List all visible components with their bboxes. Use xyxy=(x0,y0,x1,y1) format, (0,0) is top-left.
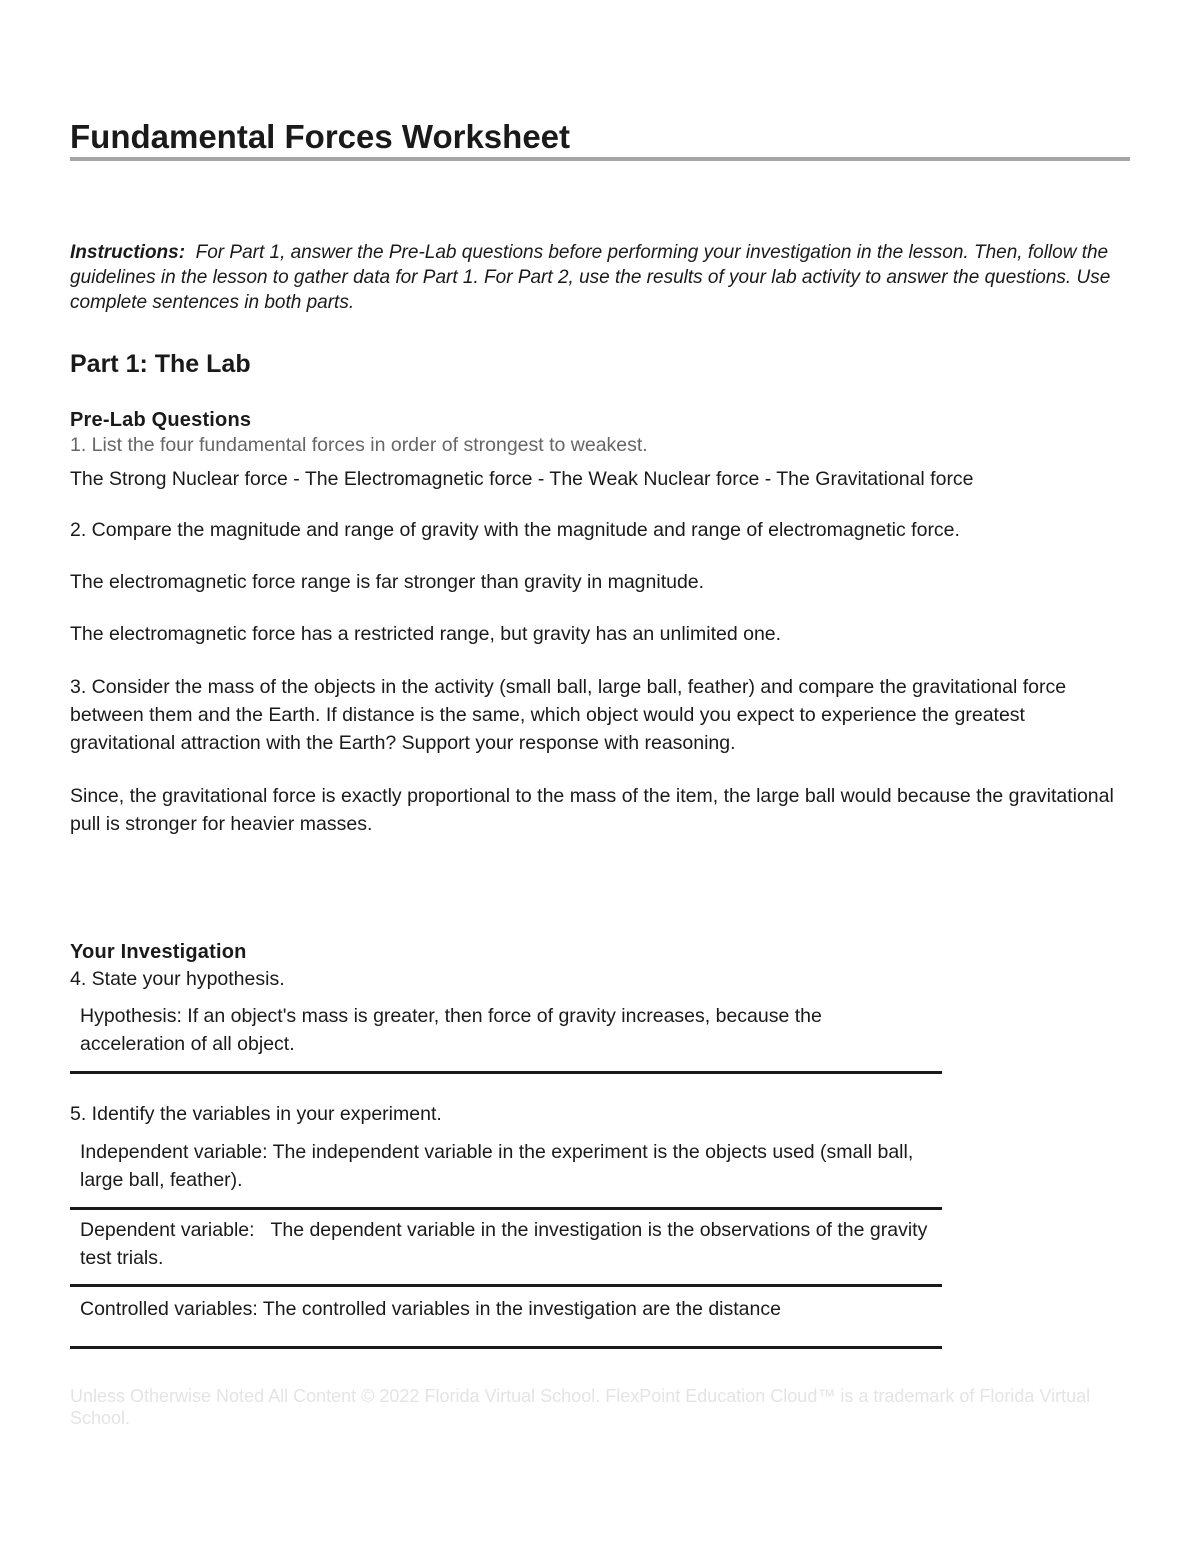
dependent-variable-row xyxy=(70,1216,942,1287)
independent-variable-row xyxy=(70,1138,942,1210)
prelab-heading: Pre-Lab Questions xyxy=(70,409,252,431)
question-1: 1. List the four fundamental forces in order of strongest to weakest. xyxy=(70,434,648,456)
instructions xyxy=(70,240,1130,315)
answer-2-line-1: The electromagnetic force range is far stronger than gravity in magnitude. xyxy=(70,571,705,593)
answer-2-line-2: The electromagnetic force has a restricted range, but gravity has an unlimited one. xyxy=(70,623,782,645)
question-4: 4. State your hypothesis. xyxy=(70,968,285,990)
investigation-heading: Your Investigation xyxy=(70,941,247,963)
independent-variable-answer: Independent variable: The independent variable in the experiment is the objects used (small ball, large ball, feather). xyxy=(80,1141,914,1191)
answer-3: Since, the gravitational force is exactly proportional to the mass of the item, the large ball would because the gravitational pull is stronger for heavier masses. xyxy=(70,785,1114,835)
question-3: 3. Consider the mass of the objects in the activity (small ball, large ball, feather) and compare the gravitational force between them and the Earth. If distance is the same, which object would you expect to experience the greatest gravitational attraction with the Earth? Support your response with reasoning. xyxy=(70,676,1067,754)
controlled-variables-row xyxy=(70,1295,942,1349)
dependent-variable-answer: Dependent variable: The dependent variable in the investigation is the observations of the gravity test trials. xyxy=(80,1219,933,1269)
controlled-variables-answer: Controlled variables: The controlled variables in the investigation are the distance xyxy=(80,1298,781,1320)
answer-1: The Strong Nuclear force - The Electromagnetic force - The Weak Nuclear force - The Gravitational force xyxy=(70,468,974,490)
instructions-text: For Part 1, answer the Pre-Lab questions before performing your investigation in the lesson. Then, follow the guidelines in the lesson to gather data for Part 1. For Part 2, use the results of your lab activity to answer the questions. Use complete sentences in both parts. xyxy=(70,242,1111,313)
page-title: Fundamental Forces Worksheet xyxy=(70,118,571,155)
hypothesis-answer-row xyxy=(70,1002,942,1074)
hypothesis-answer: Hypothesis: If an object's mass is greater, then force of gravity increases, because the acceleration of all object. xyxy=(80,1005,822,1055)
question-2: 2. Compare the magnitude and range of gravity with the magnitude and range of electromagnetic force. xyxy=(70,519,960,541)
copyright-footer: Unless Otherwise Noted All Content © 2022 Florida Virtual School. FlexPoint Education Cloud™ is a trademark of Florida Virtual School. xyxy=(70,1386,1091,1428)
question-5: 5. Identify the variables in your experiment. xyxy=(70,1103,442,1125)
instructions-label: Instructions: xyxy=(70,242,186,263)
title-divider xyxy=(70,157,1130,161)
part1-heading: Part 1: The Lab xyxy=(70,350,251,378)
